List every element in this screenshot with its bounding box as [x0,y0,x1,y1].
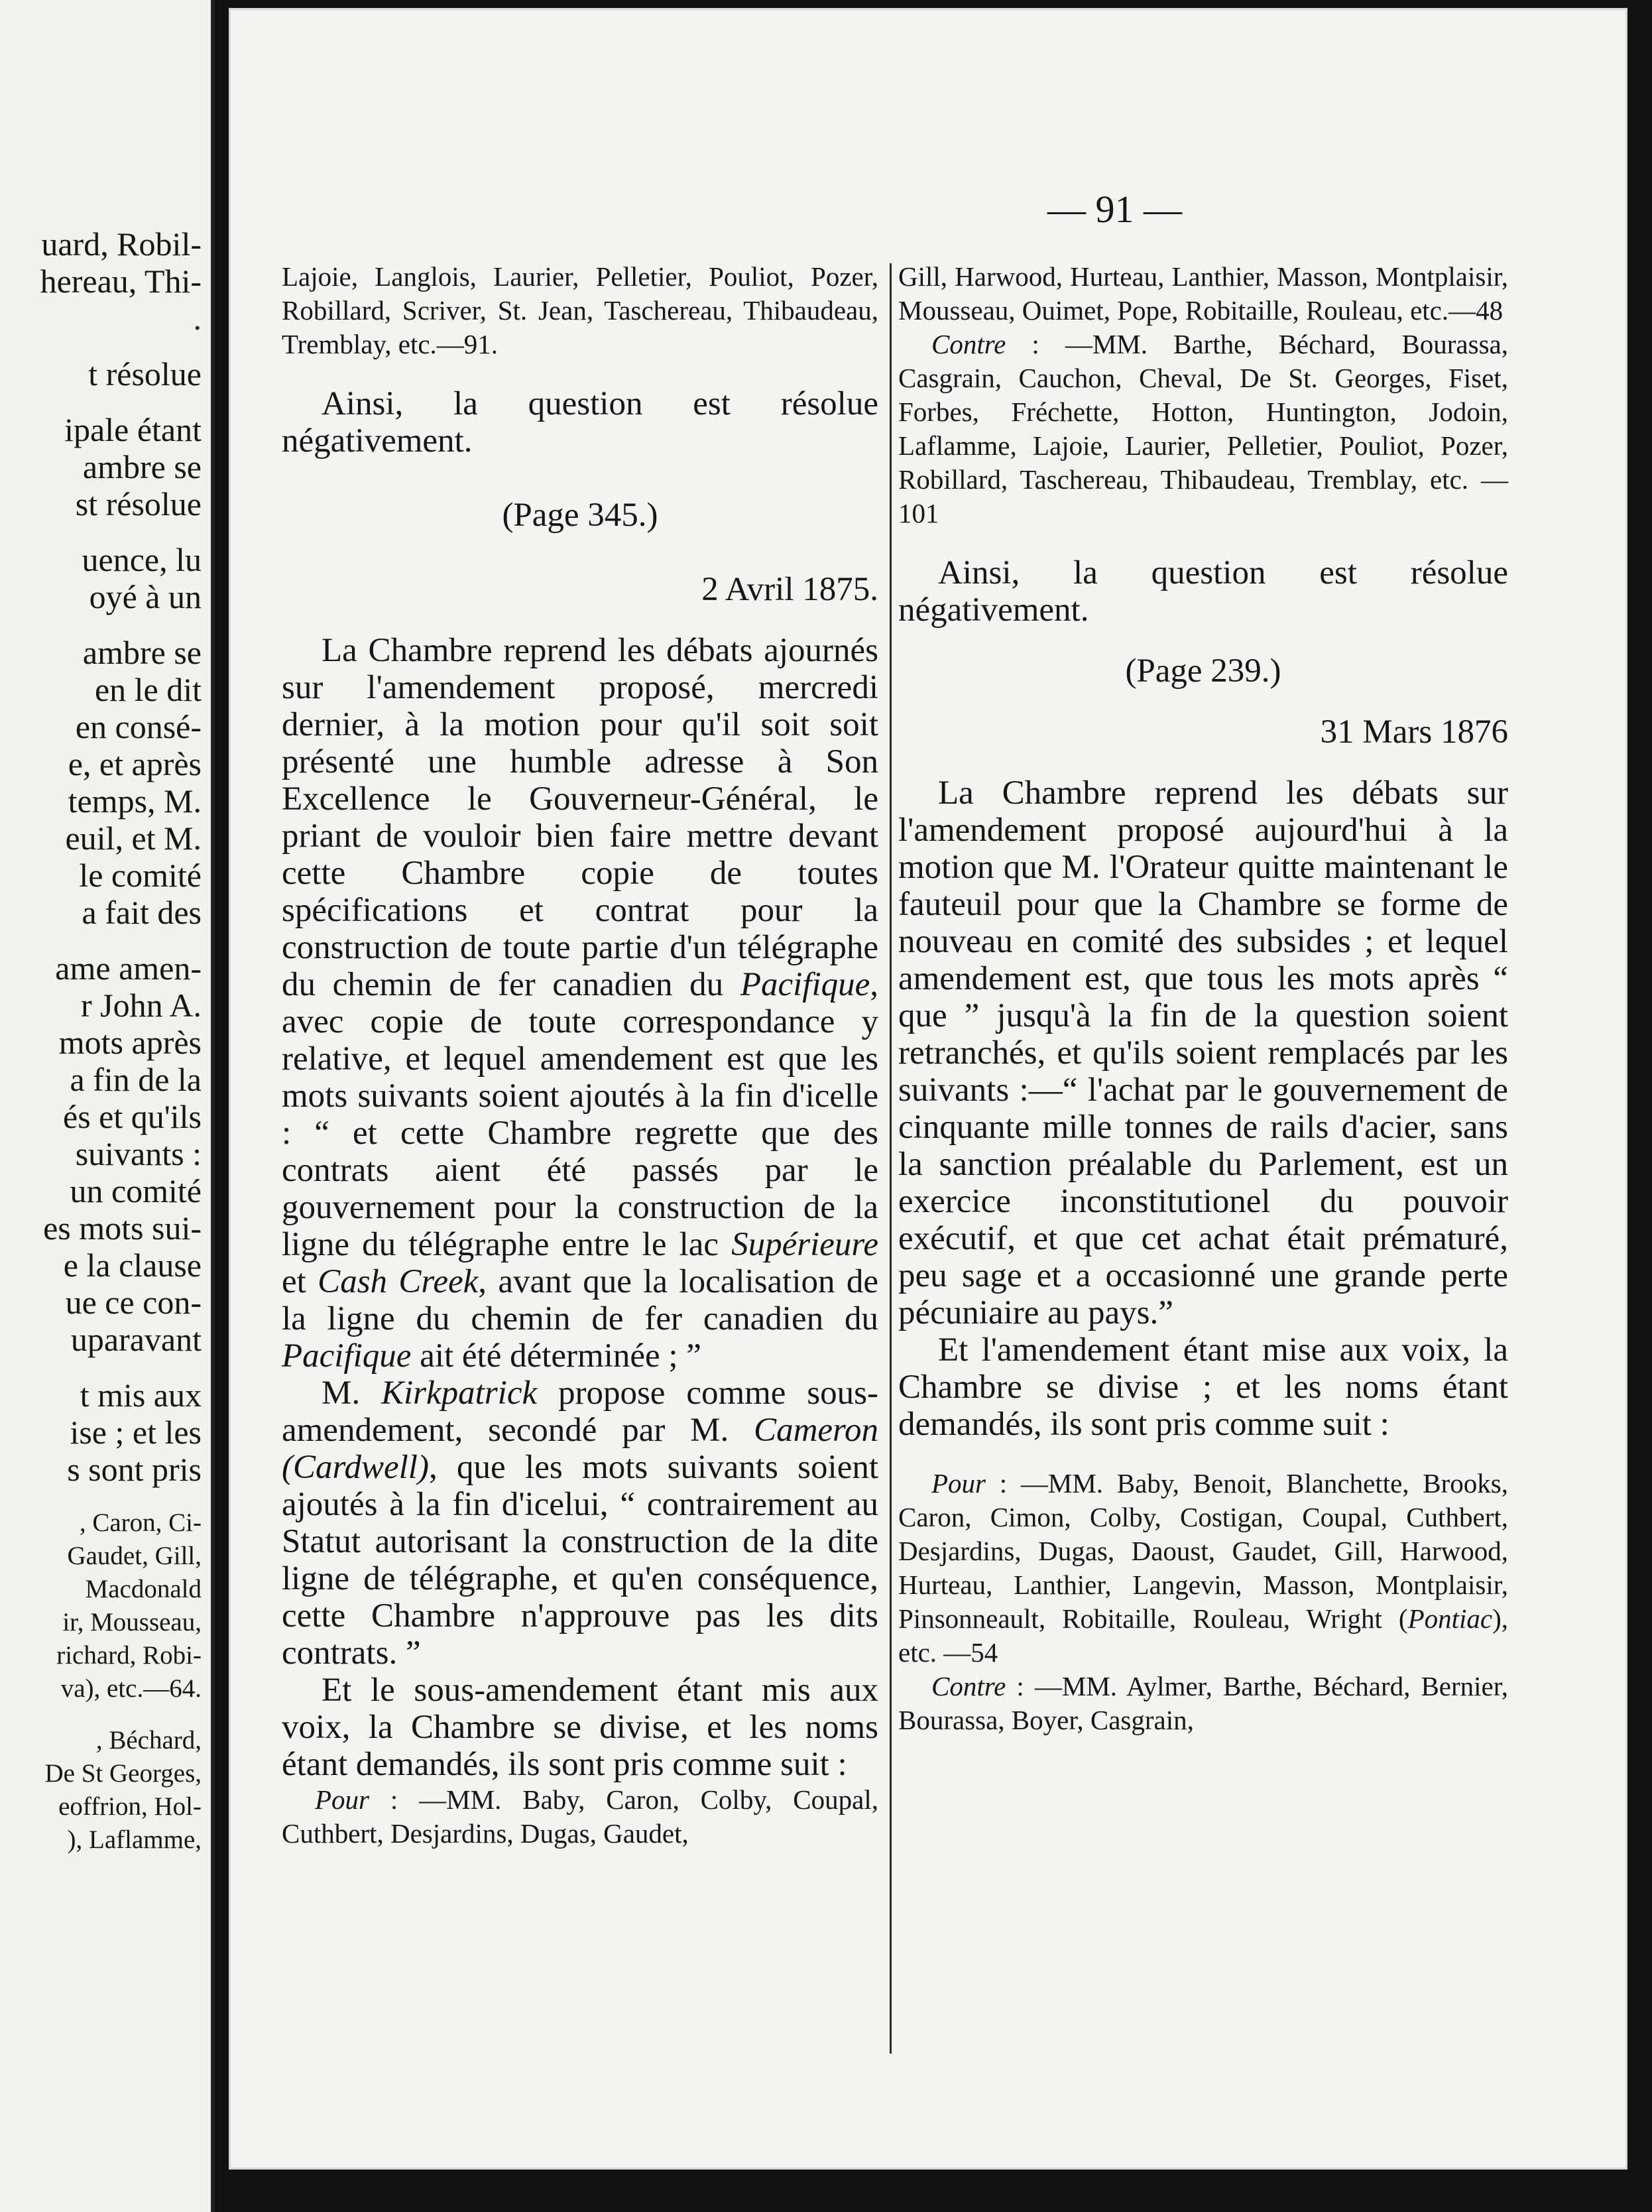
left-fragment-line: richard, Robi- [56,1641,202,1670]
left-fragment-line: . [193,300,202,337]
result-statement: Ainsi, la question est résolue négativement. [898,554,1508,629]
left-lines-e [0,634,211,708]
left-fragment-line: suivants : [75,1135,202,1172]
left-fragment-line: un comité [70,1172,202,1209]
left-fragment-line: r John A. [81,987,202,1024]
left-fragment-line: en le dit [94,671,202,708]
section-date: 2 Avril 1875. [701,571,878,608]
left-lines-a [0,225,211,337]
left-fragment-line: s sont pris [67,1451,202,1488]
left-fragment-line: , Caron, Ci- [79,1508,202,1537]
column-right [898,260,1508,1737]
left-fragment-line: en consé- [75,708,202,745]
left-fragment-line: le comité [79,857,202,894]
left-fragment-line: hereau, Thi- [40,263,202,300]
left-page-fragment [0,0,215,2212]
section-date: 31 Mars 1876 [1320,713,1508,751]
left-fragment-line: De St Georges, [44,1759,202,1788]
left-fragment-line: ambre se [82,634,202,671]
left-lines-f [0,708,211,931]
vote-contre: Contre : —MM. Aylmer, Barthe, Béchard, Bernier, Bourassa, Boyer, Casgrain, [898,1671,1508,1735]
left-fragment-line: ame amen- [55,950,202,987]
left-lines-g [0,950,211,1358]
left-fragment-line: és et qu'ils [63,1098,202,1135]
left-fragment-line: mots après [58,1024,202,1061]
left-fragment-line: uence, lu [82,541,202,578]
page-reference: (Page 239.) [1125,652,1281,690]
vote-pour: Pour : —MM. Baby, Caron, Colby, Coupal, Cuthbert, Desjardins, Dugas, Gaudet, [282,1784,878,1849]
left-lines-j [0,1724,211,1857]
left-fragment-line: temps, M. [68,782,202,820]
left-fragment-line: ), Laflamme, [67,1825,202,1854]
vote-list-tail: Gill, Harwood, Hurteau, Lanthier, Masson, Montplaisir, Mousseau, Ouimet, Pope, Robitaille, Rouleau, etc.—48 [898,261,1508,326]
column-left [282,260,878,1851]
left-fragment-line: va), etc.—64. [60,1674,202,1703]
left-fragment-line: uparavant [70,1321,202,1358]
left-fragment-line: uard, Robil- [41,225,202,263]
left-fragment-line: ambre se [82,448,202,485]
left-fragment-line: euil, et M. [65,820,202,857]
paragraph-debate: La Chambre reprend les débats ajournés sur l'amendement proposé, mercredi dernier, à la motion pour qu'il soit soit présenté une humble adresse à Son Excellence le Gouverneur-Général, le priant de vouloir bien faire mettre devant cette Chambre copie de toutes spécifications et contrat pour la construction de toute partie d'un télégraphe du chemin de fer canadien du Pacifique, avec copie de toute correspondance y relative, et lequel amendement est que les mots suivants soient ajoutés à la fin d'icelle : “ et cette Chambre regrette que des contrats aient été passés par le gouvernement pour la construction de la ligne du télégraphe entre le lac Supérieure et Cash Creek, avant que la localisation de la ligne du chemin de fer canadien du Pacifique ait été déterminée ; ” [282,632,879,1375]
right-page [229,8,1627,2170]
left-fragment-line: ue ce con- [65,1284,202,1321]
left-fragment-line: a fin de la [70,1061,202,1098]
left-fragment-line: es mots sui- [43,1209,202,1247]
vote-contre: Contre : —MM. Barthe, Béchard, Bourassa, Casgrain, Cauchon, Cheval, De St. Georges, Fiset, Forbes, Fréchette, Hotton, Huntington, Jodoin, Laflamme, Lajoie, Laurier, Pelletier, Pouliot, Pozer, Robillard, Taschereau, Thibaudeau, Tremblay, etc. —101 [898,329,1508,528]
left-fragment-line: ipale étant [64,411,202,448]
left-fragment-line: , Béchard, [95,1726,202,1754]
left-fragment-line: st résolue [75,485,202,522]
vote-list-tail: Lajoie, Langlois, Laurier, Pelletier, Pouliot, Pozer, Robillard, Scriver, St. Jean, Taschereau, Thibaudeau, Tremblay, etc.—91. [282,261,878,359]
left-fragment-line: e, et après [68,745,202,782]
left-fragment-line: Gaudet, Gill, [67,1542,202,1570]
left-fragment-line: eoffrion, Hol- [58,1792,202,1821]
result-statement: Ainsi, la question est résolue négativement. [282,385,878,460]
page-number: — 91 — [1047,188,1182,231]
page-reference: (Page 345.) [502,497,658,534]
left-lines-b [0,355,211,393]
paragraph-vote-call: Et le sous-amendement étant mis aux voix, la Chambre se divise, et les noms étant demandés, ils sont pris comme suit : [282,1672,878,1783]
left-lines-h [0,1377,211,1488]
left-fragment-line: a fait des [82,894,202,931]
column-divider [890,263,892,2054]
left-fragment-line: t résolue [88,355,202,393]
left-lines-i [0,1506,211,1705]
left-fragment-line: Macdonald [85,1575,202,1603]
left-fragment-line: e la clause [63,1247,202,1284]
left-lines-c [0,411,211,522]
paragraph-debate: La Chambre reprend les débats sur l'amendement proposé aujourd'hui à la motion que M. l'Orateur quitte maintenant le fauteuil pour que la Chambre se forme de nouveau en comité des subsides ; et lequel amendement est, que tous les mots après “ que ” jusqu'à la fin de la question soient retranchés, et qu'ils soient remplacés par les suivants :—“ l'achat par le gouvernement de cinquante mille tonnes de rails d'acier, sans la sanction préalable du Parlement, est un exercice inconstitutionel du pouvoir exécutif, et que cet achat était prématuré, peu sage et a occasionné une grande perte pécuniaire au pays.” [898,774,1508,1331]
left-fragment-line: ir, Mousseau, [62,1608,202,1636]
vote-pour: Pour : —MM. Baby, Benoit, Blanchette, Brooks, Caron, Cimon, Colby, Costigan, Coupal, Cuthbert, Desjardins, Dugas, Daoust, Gaudet, Gill, Harwood, Hurteau, Lanthier, Langevin, Masson, Montplaisir, Pinsonneault, Robitaille, Rouleau, Wright (Pontiac), etc. —54 [898,1468,1508,1668]
paragraph-subamendment: M. Kirkpatrick propose comme sous-amendement, secondé par M. Cameron (Cardwell), que les mots suivants soient ajoutés à la fin d'icelui, “ contrairement au Statut autorisant la construction de la dite ligne de télégraphe, et qu'en conséquence, cette Chambre n'approuve pas les dits contrats. ” [282,1375,878,1672]
left-lines-d [0,541,211,615]
paragraph-vote-call: Et l'amendement étant mise aux voix, la Chambre se divise ; et les noms étant demandés, ils sont pris comme suit : [898,1331,1508,1443]
left-fragment-line: ise ; et les [70,1414,202,1451]
left-fragment-line: t mis aux [80,1377,202,1414]
left-fragment-line: oyé à un [89,578,202,615]
